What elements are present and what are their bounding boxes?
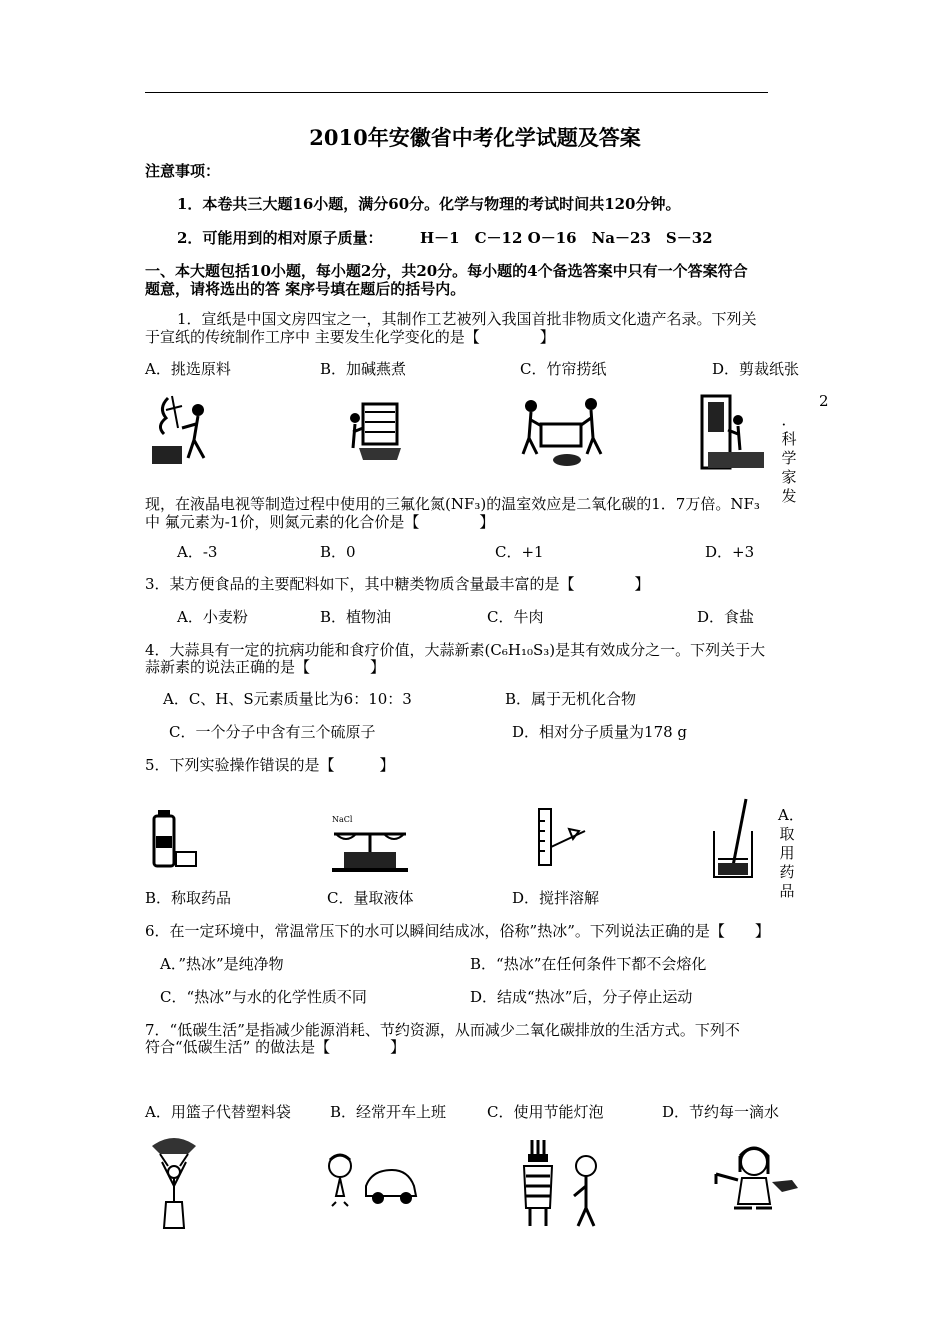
notice-item-2-label: 2．可能用到的相对原子质量： xyxy=(177,229,383,247)
q5-vertical-text: A．取用药品 xyxy=(778,806,804,900)
q1-option-a: A．挑选原料 xyxy=(145,360,231,378)
q7-illustration-d xyxy=(712,1144,800,1214)
q5-option-d: D．搅拌溶解 xyxy=(512,889,600,907)
q4-option-b: B．属于无机化合物 xyxy=(505,690,637,708)
q1-option-d: D．剪裁纸张 xyxy=(712,360,800,378)
header-rule xyxy=(145,92,768,93)
q7-illustration-c xyxy=(518,1138,610,1230)
q6-option-a: A．”热冰”是纯净物 xyxy=(160,955,284,973)
q3-line1: 3．某方便食品的主要配料如下，其中糖类物质含量最丰富的是【 】 xyxy=(145,575,650,593)
q6-option-b: B．“热冰”在任何条件下都不会熔化 xyxy=(470,955,707,973)
q1-illustration-b xyxy=(345,388,415,470)
q1-option-c: C．竹帘捞纸 xyxy=(520,360,607,378)
q4-line1: 4．大蒜具有一定的抗病功能和食疗价值，大蒜新素(C₆H₁₀S₃)是其有效成分之一。下列关于大 xyxy=(145,641,766,659)
q1-illustration-d xyxy=(698,390,770,472)
q3-option-d: D．食盐 xyxy=(697,608,755,626)
q5-illustration-beaker xyxy=(708,797,758,881)
q7-option-d: D．节约每一滴水 xyxy=(662,1103,780,1121)
q4-option-d: D．相对分子质量为178 g xyxy=(512,723,688,741)
notice-item-1: 1．本卷共三大题16小题，满分60分。化学与物理的考试时间共120分钟。 xyxy=(177,195,681,213)
q2-number: 2 xyxy=(819,392,829,410)
q7-line1: 7．“低碳生活”是指减少能源消耗、节约资源，从而减少二氧化碳排放的生活方式。下列不 xyxy=(145,1021,740,1039)
q1-option-b: B．加碱燕煮 xyxy=(320,360,407,378)
q1-illustration-a xyxy=(148,388,218,470)
q5-option-c: C．量取液体 xyxy=(327,889,414,907)
q7-illustration-a xyxy=(148,1132,200,1232)
q6-option-d: D．结成“热冰”后，分子停止运动 xyxy=(470,988,693,1006)
q3-option-a: A．小麦粉 xyxy=(177,608,248,626)
q1-line1: 1．宣纸是中国文房四宝之一，其制作工艺被列入我国首批非物质文化遗产名录。下列关 xyxy=(177,310,757,328)
q2-option-c: C．+1 xyxy=(495,543,544,561)
q2-line1: 现，在液晶电视等制造过程中使用的三氟化氮(NF₃)的温室效应是二氧化碳的1．7万倍。NF₃ xyxy=(145,495,760,513)
notice-heading: 注意事项： xyxy=(145,162,221,180)
q7-line2: 符合“低碳生活” 的做法是【 】 xyxy=(145,1038,406,1056)
q7-option-b: B．经常开车上班 xyxy=(330,1103,447,1121)
q2-option-d: D．+3 xyxy=(705,543,755,561)
q6-option-c: C．“热冰”与水的化学性质不同 xyxy=(160,988,367,1006)
q7-option-c: C．使用节能灯泡 xyxy=(487,1103,604,1121)
q5-illustration-bottle xyxy=(150,808,202,870)
q4-option-c: C．一个分子中含有三个硫原子 xyxy=(169,723,376,741)
q3-option-b: B．植物油 xyxy=(320,608,392,626)
q2-vertical-text: ．科学家发 xyxy=(781,411,797,505)
q3-option-c: C．牛肉 xyxy=(487,608,544,626)
q4-line2: 蒜新素的说法正确的是【 】 xyxy=(145,658,386,676)
q6-line1: 6．在一定环境中，常温常压下的水可以瞬间结成冰，俗称”热冰”。下列说法正确的是【 】 xyxy=(145,922,770,940)
q5-option-b: B．称取药品 xyxy=(145,889,232,907)
q4-option-a: A．C、H、S元素质量比为6：10：3 xyxy=(163,690,412,708)
q5-illustration-cylinder xyxy=(533,807,593,867)
page-title: 2010年安徽省中考化学试题及答案 xyxy=(309,125,641,150)
notice-item-2-values: H－1 C－12 O－16 Na－23 S－32 xyxy=(420,229,713,247)
q5-line1: 5．下列实验操作错误的是【 】 xyxy=(145,756,395,774)
q1-line2: 于宣纸的传统制作工序中 主要发生化学变化的是【 】 xyxy=(145,328,555,346)
q7-illustration-b xyxy=(322,1152,422,1208)
section1-line2: 题意，请将选出的答 案序号填在题后的括号内。 xyxy=(145,280,466,298)
section1-line1: 一、本大题包括10小题，每小题2分，共20分。每小题的4个备选答案中只有一个答案符合 xyxy=(145,262,748,280)
q5-nacl-label: NaCl xyxy=(332,815,353,824)
q7-option-a: A．用篮子代替塑料袋 xyxy=(145,1103,291,1121)
q2-line2: 中 氟元素为-1价，则氮元素的化合价是【 】 xyxy=(145,513,495,531)
q1-illustration-c xyxy=(515,388,607,470)
q2-option-a: A．-3 xyxy=(177,543,218,561)
q2-option-b: B．0 xyxy=(320,543,356,561)
q5-illustration-balance xyxy=(330,824,410,874)
